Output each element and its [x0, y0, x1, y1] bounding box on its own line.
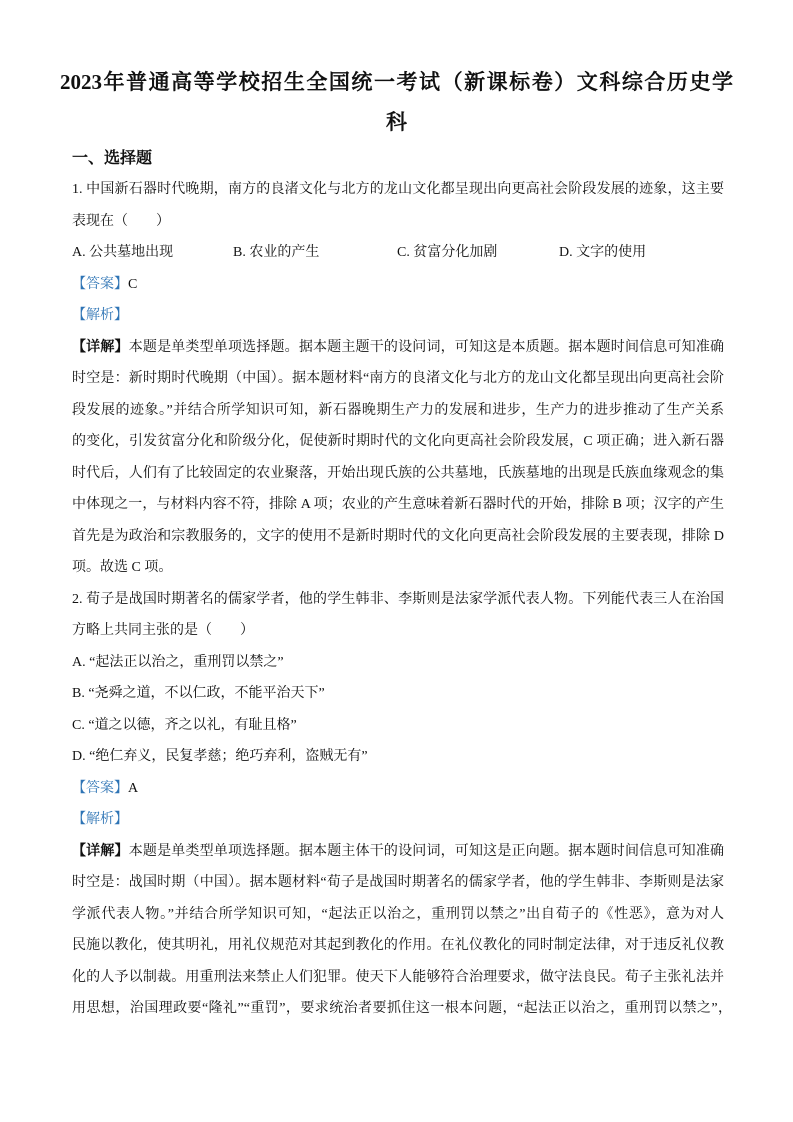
detail-line: 时空是：新时期时代晚期（中国）。据本题材料“南方的良渚文化与北方的龙山文化都呈现出向更高社会阶 [72, 371, 724, 386]
detail-line: 项。故选 C 项。 [72, 560, 173, 575]
option-a: A. 公共墓地出现 [72, 245, 174, 260]
detail-line: 中体现之一，与材料内容不符，排除 A 项；农业的产生意味着新石器时代的开始，排除 B 项；汉字的产生 [72, 497, 724, 512]
option-d: D. “绝仁弃义，民复孝慈；绝巧弃利，盗贼无有” [72, 749, 368, 764]
title-line: 2023年普通高等学校招生全国统一考试（新课标卷）文科综合历史学 [60, 70, 733, 94]
title-line: 科 [386, 110, 407, 134]
options-row [72, 237, 724, 269]
section-heading: 一、选择题 [72, 150, 153, 167]
option-b: B. 农业的产生 [233, 245, 320, 260]
answer-value: C [128, 276, 138, 292]
detail-line: 时空是：战国时期（中国）。据本题材料“荀子是战国时期著名的儒家学者，他的学生韩非、李斯则是法家 [72, 875, 724, 890]
question-stem: 2. 荀子是战国时期著名的儒家学者，他的学生韩非、李斯则是法家学派代表人物。下列能代表三人在治国 [72, 591, 724, 607]
detail-line: 【详解】本题是单类型单项选择题。据本题主题干的设问词，可知这是本质题。据本题时间信息可知准确 [72, 339, 725, 355]
analysis-label: 【解析】 [72, 812, 128, 827]
answer-label: 【答案】 [72, 276, 128, 292]
detail-line: 民施以教化，使其明礼，用礼仪规范对其起到教化的作用。在礼仪教化的同时制定法律，对于违反礼仪教 [72, 938, 724, 953]
question-2 [72, 584, 732, 1025]
document-title [60, 62, 733, 142]
detail-label: 【详解】 [72, 843, 129, 859]
question-stem: 方略上共同主张的是（ ） [72, 623, 254, 638]
detail-label: 【详解】 [72, 339, 129, 355]
option-b: B. “尧舜之道，不以仁政，不能平治天下” [72, 686, 325, 701]
answer-value: A [128, 780, 139, 796]
detail-line: 段发展的迹象。”并结合所学知识可知，新石器晚期生产力的发展和进步，生产力的进步推动了生产关系 [72, 402, 724, 418]
option-c: C. 贫富分化加剧 [397, 245, 498, 260]
detail-line: 的变化，引发贫富分化和阶级分化，促使新时期时代的文化向更高社会阶段发展，C 项正确；进入新石器 [72, 434, 724, 449]
detail-line: 学派代表人物。”并结合所学知识可知，“起法正以治之，重刑罚以禁之”出自荀子的《性恶》，意为对人 [72, 906, 724, 922]
answer-line [72, 773, 724, 805]
option-d: D. 文字的使用 [559, 245, 647, 260]
question-1 [72, 174, 724, 584]
option-a: A. “起法正以治之，重刑罚以禁之” [72, 654, 284, 670]
question-stem: 1. 中国新石器时代晚期，南方的良渚文化与北方的龙山文化都呈现出向更高社会阶段发展的迹象，这主要 [72, 182, 724, 197]
detail-line: 【详解】本题是单类型单项选择题。据本题主体干的设问词，可知这是正向题。据本题时间信息可知准确 [72, 843, 725, 859]
analysis-label: 【解析】 [72, 308, 128, 323]
answer-label: 【答案】 [72, 780, 128, 796]
document-body [72, 174, 732, 1025]
question-stem: 表现在（ ） [72, 213, 170, 229]
option-c: C. “道之以德，齐之以礼，有耻且格” [72, 717, 297, 733]
detail-line: 化的人予以制裁。用重刑法来禁止人们犯罪。使天下人能够符合治理要求，做守法良民。荀子主张礼法并 [72, 969, 724, 985]
answer-line [72, 269, 724, 301]
detail-line: 首先是为政治和宗教服务的，文字的使用不是新时期时代的文化向更高社会阶段发展的主要表现，排除 D [72, 528, 724, 544]
detail-line: 用思想，治国理政要“隆礼”“重罚”，要求统治者要抓住这一根本问题，“起法正以治之，重刑罚以禁之”， [72, 1001, 732, 1016]
detail-line: 时代后，人们有了比较固定的农业聚落，开始出现氏族的公共墓地，氏族墓地的出现是氏族血缘观念的集 [72, 465, 724, 481]
